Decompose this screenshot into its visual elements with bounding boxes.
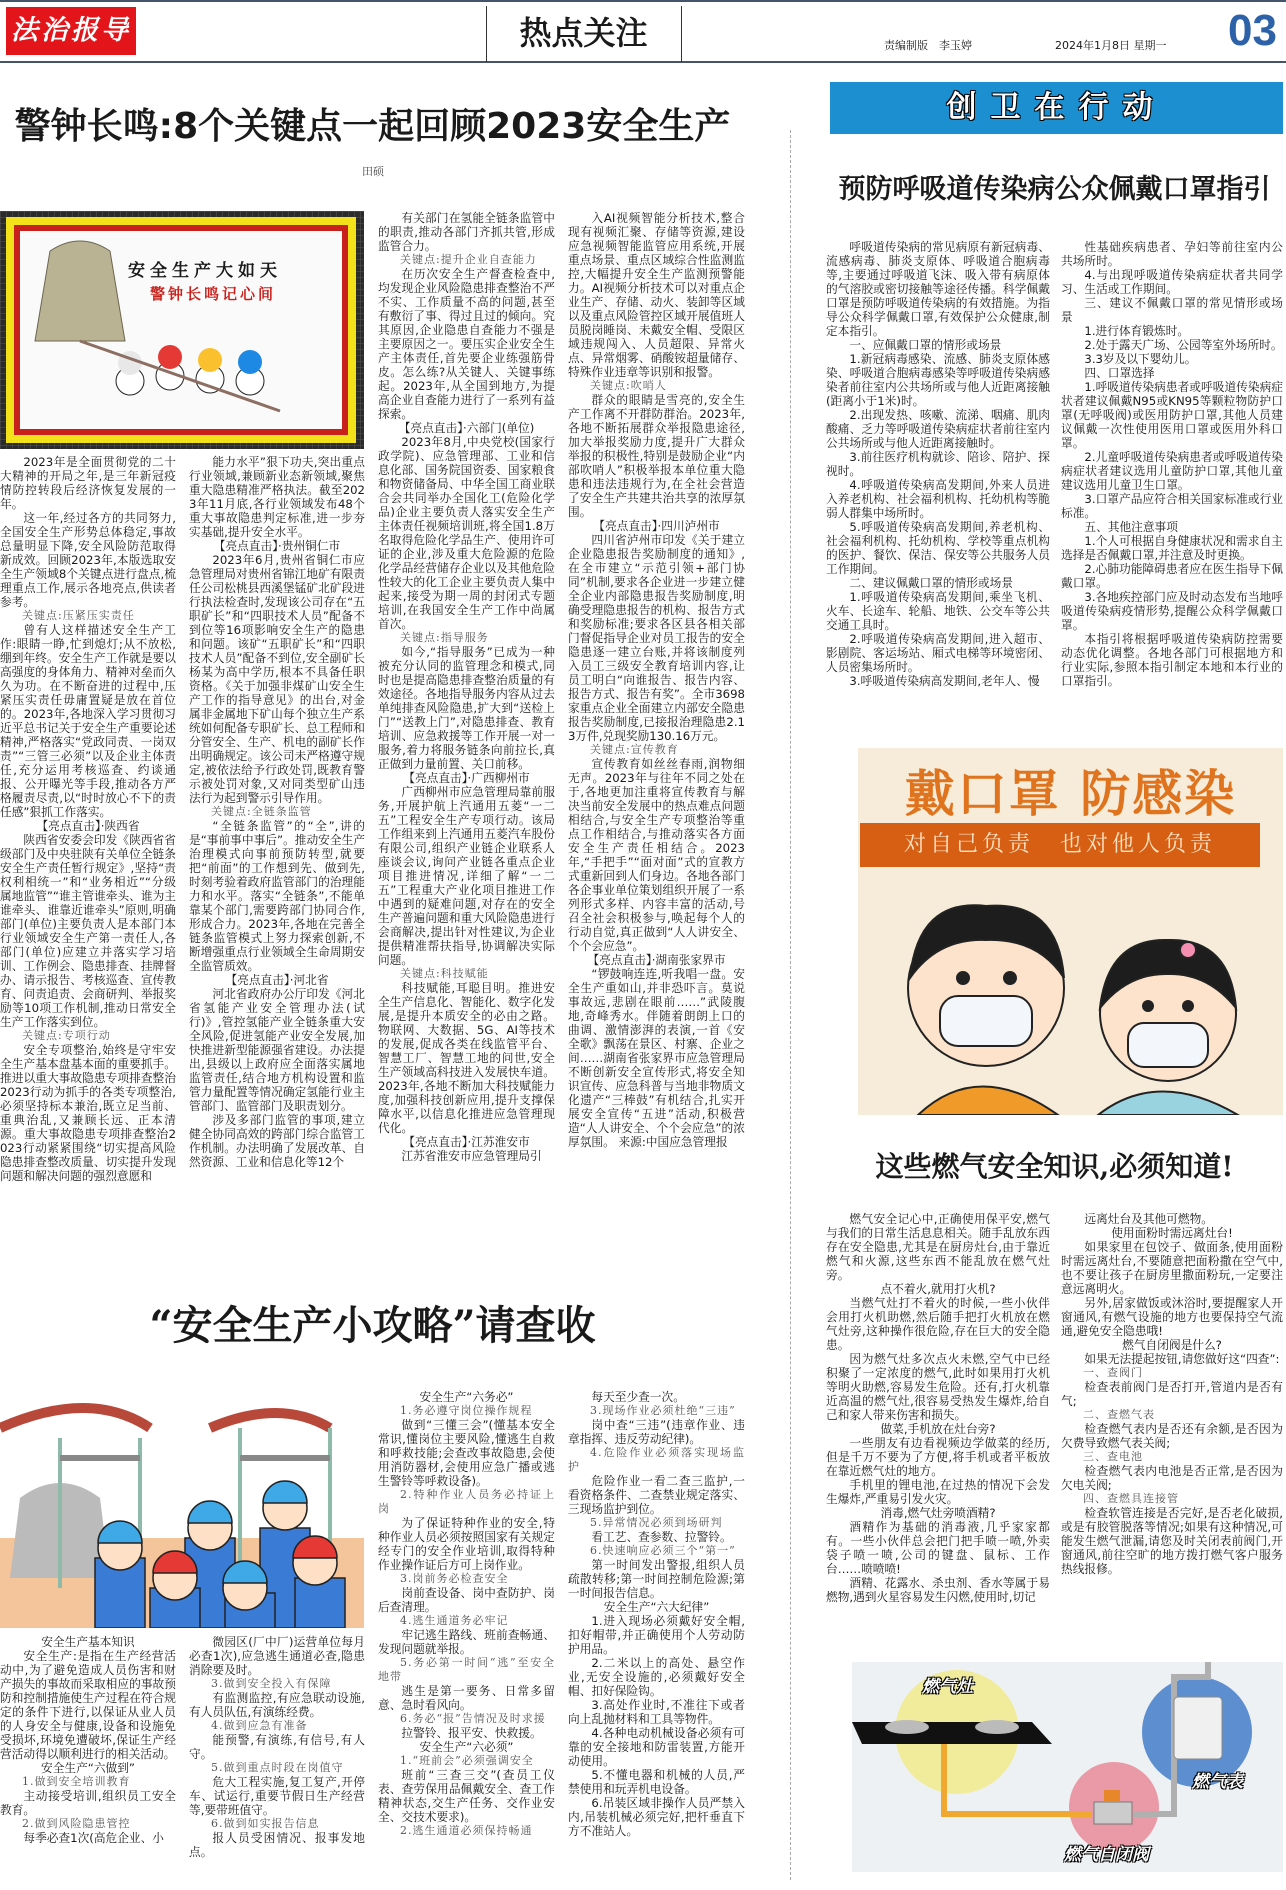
paragraph: 性基础疾病患者、孕妇等前往室内公共场所时。 [1061, 240, 1283, 268]
paragraph: 检查燃气表内电池是否正常,是否因为欠电关阀; [1061, 1464, 1283, 1492]
subheading: 关键点:科技赋能 [400, 967, 489, 980]
subheading: 6.务必“报”告情况及时求援 [400, 1712, 546, 1725]
paragraph: 报人员受困情况、报事发地点。 [189, 1831, 365, 1859]
paragraph: 牢记逃生路线、班前查畅通、发现问题就举报。 [378, 1628, 555, 1656]
children-with-masks-illustration [858, 878, 1283, 1115]
article-headline: 这些燃气安全知识,必须知道! [875, 1150, 1234, 1183]
paragraph: 江苏省淮安市应急管理局引 [401, 1149, 542, 1163]
paragraph: 做到“三懂三会”(懂基本安全常识,懂岗位主要风险,懂逃生自救和呼救技能;会查改事故隐患,会使用消防器材,会使用应急广播或逃生警铃等呼救设备)。 [378, 1418, 555, 1488]
paragraph: 二、建议佩戴口罩的情形或场景 [849, 576, 1014, 590]
paragraph: 有监测监控,有应急联动设施,有人员队伍,有演练经费。 [189, 1691, 365, 1719]
subheading: 关键点:压紧压实责任 [22, 609, 135, 622]
paragraph: 1.新冠病毒感染、流感、肺炎支原体感染、呼吸道合胞病毒感染等呼吸道传染病感染者前往室内公共场所或与他人近距离接触(距离小于1米)时。 [826, 352, 1050, 408]
paragraph: 能预警,有演练,有信号,有人守。 [189, 1733, 365, 1761]
section-heading: 【亮点直击】·六部门(单位) [398, 421, 535, 435]
paragraph: 5.不懂电器和机械的人员,严禁使用和玩弄机电设备。 [568, 1768, 745, 1796]
article-column [1061, 240, 1283, 688]
subheading: 关键点:宣传教育 [590, 743, 679, 756]
subheading: 关键点:吹哨人 [590, 379, 667, 392]
paragraph: 主动接受培训,组织员工安全教育。 [0, 1789, 176, 1817]
paragraph: 科技赋能,耳聪目明。推进安全生产信息化、智能化、数字化发展,是提升本质安全的必由之路。物联网、大数据、5G、AI等技术的发展,促成各类在线监管平台、智慧工厂、智慧工地的问世,安全生产领域高科技进入发展快车道。2023年,各地不断加大科技赋能力度,加强科技创新应用,提升支撑保障水平,以信息化推进应急管理现代化。 [378, 981, 555, 1135]
paragraph: 广西柳州市应急管理局靠前服务,开展护航上汽通用五菱“一二五”工程安全生产专项行动。该局工作组来到上汽通用五菱汽车股份有限公司,组织产业链企业联系人座谈会议,询问产业链各重点企业项目推进情况,详细了解“一二五”工程重大产业化项目推进工作中遇到的疑难问题,对存在的安全生产普遍问题和重大风险隐患进行会商解决,提出针对性建议,为企业提供精准帮扶指导,协调解决实际问题。 [378, 785, 555, 967]
paragraph: 2.呼吸道传染病高发期间,进入超市、影剧院、客运场站、厢式电梯等环境密闭、人员密集场所时。 [826, 632, 1050, 674]
paragraph: 另外,居家做饭或沐浴时,要提醒家人开窗通风,有燃气设施的地方也要保持空气流通,避免安全隐患哦! [1061, 1296, 1283, 1338]
divider [681, 6, 682, 62]
paragraph: 检查软管连接是否完好,是否老化破损,或是有胶管脱落等情况;如果有这种情况,可能发生燃气泄漏,请您及时关闭表前阀门,开窗通风,前往空旷的地方拨打燃气客户服务热线报修。 [1061, 1506, 1283, 1576]
paragraph: 2023年6月,贵州省铜仁市应急管理局对贵州省锦江地矿有限责任公司松桃县西溪堡锰矿北矿段进行执法检查时,发现该公司存在“五职矿长”和“四职技术人员”配备不到位等16项影响安全生产的隐患和问题。该矿“五职矿长”和“四职技术人员”配备不到位,安全副矿长杨某为高中学历,根本不具备任职资格。《关于加强非煤矿山安全生产工作的指导意见》的出台,对金属非金属地下矿山每个独立生产系统如何配备专职矿长、总工程师和分管安全、生产、机电的副矿长作出明确规定。该公司未严格遵守规定,被依法给予行政处罚,既教育警示被处罚对象,又对同类型矿山违法行为起到警示引导作用。 [189, 553, 365, 805]
paragraph: 1.呼吸道传染病患者或呼吸道传染病症状者建议佩戴N95或KN95等颗粒物防护口罩(无呼吸阀)或医用防护口罩,其他人员建议佩戴一次性使用医用口罩或医用外科口罩。 [1061, 380, 1283, 450]
subheading: 6.快速响应必须三个“第一” [590, 1544, 736, 1557]
subheading: 一、查阀门 [1083, 1366, 1143, 1379]
section-banner: 创卫在行动 [830, 82, 1283, 134]
subheading: 5.做到重点时段在岗值守 [211, 1761, 344, 1774]
poster-title: 戴口罩 防感染 [904, 765, 1237, 823]
paragraph: 2.心肺功能障碍患者应在医生指导下佩戴口罩。 [1061, 562, 1283, 590]
subheading: 6.做到如实报告信息 [211, 1817, 320, 1830]
paragraph: 4.呼吸道传染病高发期间,外来人员进入养老机构、社会福利机构、托幼机构等脆弱人群集中场所时。 [826, 478, 1050, 520]
paragraph: 2023年是全面贯彻党的二十大精神的开局之年,是三年新冠疫情防控转段后经济恢复发展的一年。 [0, 455, 176, 511]
section-heading: 安全生产“六必须” [419, 1740, 514, 1754]
paragraph: 如今,“指导服务”已成为一种被充分认同的监管理念和模式,同时也是提高隐患排查整治质量的有效途径。各地指导服务内容从过去单纯排查风险隐患,扩大到“送检上门”“送教上门”,对隐患排查、教育培训、应急救援等工作开展一对一服务,着力将服务链条向前拉长,真正做到力量前置、关口前移。 [378, 645, 555, 771]
gas-system-diagram [852, 1662, 1283, 1872]
paragraph: 五、其他注意事项 [1084, 520, 1178, 534]
section-heading: 【亮点直击】·广西柳州市 [403, 771, 530, 785]
byline: 田硕 [362, 165, 384, 178]
paragraph: 涉及多部门监管的事项,建立健全协同高效的跨部门综合监管工作机制。办法明确了发展改革、自然资源、工业和信息化等12个 [189, 1113, 365, 1169]
paragraph: 逃生是第一要务、日常多留意、急时看风向。 [378, 1684, 555, 1712]
paragraph: 3.各地疾控部门应及时动态发布当地呼吸道传染病疫情形势,提醒公众科学佩戴口罩。 [1061, 590, 1283, 632]
subheading: 3.岗前务必检查安全 [400, 1572, 509, 1585]
article-column [189, 1635, 365, 1859]
paragraph: 有关部门在氢能全链条监管中的职责,推动各部门齐抓共管,形成监管合力。 [378, 211, 555, 253]
paragraph: 本指引将根据呼吸道传染病防控需要动态优化调整。各地各部门可根据地方和行业实际,参照本指引制定本地和本行业的口罩指引。 [1061, 632, 1283, 688]
paragraph: 每天至少查一次。 [591, 1390, 685, 1404]
section-heading: 消毒,燃气灶旁喷酒精? [880, 1506, 996, 1520]
paragraph: 检查燃气表内是否还有余额,是否因为欠费导致燃气表关阀; [1061, 1422, 1283, 1450]
paragraph: 河北省政府办公厅印发《河北省氢能产业安全管理办法(试行)》,管控氢能产业全链条重大安全风险,促进氢能产业安全发展,加快推进新型能源强省建设。办法提出,县级以上政府应全面落实属地监管责任,结合地方机构设置和监管力量配置等情况确定氢能行业主管部门、监管部门及职责划分。 [189, 987, 365, 1113]
article-headline: 预防呼吸道传染病公众佩戴口罩指引 [838, 174, 1271, 205]
paragraph: 在历次安全生产督查检查中,均发现企业风险隐患排查整治不严不实、工作质量不高的问题,甚至有敷衍了事、得过且过的倾向。究其原因,企业隐患自查能力不强是主要原因之一。要压实企业安全生产主体责任,首先要企业练强筋骨皮。怎么练?从关键人、关键事练起。2023年,从全国到地方,为提高企业自查能力进行了一系列有益探索。 [378, 267, 555, 421]
bell-poster-image [0, 211, 364, 449]
paragraph: 微园区(厂中厂)运营单位每月必查1次),应急逃生通道必查,隐患消除要及时。 [189, 1635, 365, 1677]
section-heading: 安全生产“六做到” [41, 1761, 135, 1775]
section-heading: 安全生产“六大纪律” [603, 1600, 710, 1614]
subheading: 关键点:专项行动 [22, 1029, 111, 1042]
meter-label: 燃气表 [1192, 1772, 1243, 1792]
paragraph: 酒精作为基础的消毒液,几乎家家都有。一些小伙伴总会把门把手喷一喷,外卖袋子喷一喷,公司的键盘、鼠标、工作台……喷喷喷! [826, 1520, 1050, 1576]
paragraph: 4.与出现呼吸道传染病症状者共同学习、生活或工作期间。 [1061, 268, 1283, 296]
subheading: 1.“班前会”必须强调安全 [400, 1754, 534, 1767]
subheading: 2.逃生通道必须保持畅通 [400, 1824, 533, 1837]
paragraph: 拉警铃、报平安、快救援。 [401, 1726, 542, 1740]
paragraph: 岗前查设备、岗中查防护、岗后查清理。 [378, 1586, 555, 1614]
paragraph: 3.呼吸道传染病高发期间,老年人、慢 [849, 674, 1040, 688]
newspaper-logo: 法治报导 [6, 7, 136, 55]
subheading: 关键点:全链条监管 [211, 805, 312, 818]
paragraph: 第一时间发出警报,组织人员疏散转移;第一时间控制危险源;第一时间报告信息。 [568, 1558, 745, 1600]
paragraph: 三、建议不佩戴口罩的常见情形或场景 [1061, 296, 1283, 324]
paragraph: 如果家里在包饺子、做面条,使用面粉时需远离灶台,不要随意把面粉撒在空气中,也不要让孩子在厨房里撒面粉玩,一定要注意远离明火。 [1061, 1240, 1283, 1296]
paragraph: 检查表前阀门是否打开,管道内是否有气; [1061, 1380, 1283, 1408]
section-heading: 使用面粉时需远离灶台! [1111, 1226, 1233, 1240]
subheading: 四、查燃具连接管 [1083, 1492, 1179, 1505]
paragraph: 四川省泸州市印发《关于建立企业隐患报告奖励制度的通知》,在全市建立“示范引领+部门协同”机制,要求各企业进一步建立健全企业内部隐患报告奖励制度,明确受理隐患报告的机构、报告方式和奖励标准;要求各区县各相关部门督促指导企业对员工报告的安全隐患逐一建立台账,并将该制度列入员工三级安全教育培训内容,让员工明白“向谁报告、报告内容、报告方式、报告有奖”。全市3698家重点企业全面建立内部安全隐患报告奖励制度,已接报治理隐患2.13万件,兑现奖励130.16万元。 [568, 533, 745, 743]
article-column [189, 455, 365, 1169]
subheading: 5.务必第一时间“逃”至安全地带 [378, 1656, 555, 1683]
section-heading: 【亮点直击】·四川泸州市 [593, 519, 720, 533]
section-heading: 【亮点直击】·江苏淮安市 [403, 1135, 530, 1149]
paragraph: 2023年8月,中央党校(国家行政学院)、应急管理部、工业和信息化部、国务院国资委、国家粮食和物资储备局、中华全国工商业联合会共同举办全国化工(危险化学品)企业主要负责人落实安全生产主体责任视频培训班,将全国1.8万名取得危险化学品生产、使用许可证的企业,涉及重大危险源的危险化学品经营储存企业以及其他危险性较大的化工企业主要负责人集中起来,接受为期一周的封闭式专题培训,在我国安全生产工作中尚属首次。 [378, 435, 555, 631]
poster-slogan: 安全生产大如天 [128, 261, 282, 281]
paragraph: 1.进入现场必须戴好安全帽,扣好帽带,并正确使用个人劳动防护用品。 [568, 1614, 745, 1656]
section-title: 热点关注 [519, 14, 648, 52]
page-number: 03 [1228, 6, 1277, 55]
article-headline: “安全生产小攻略”请查收 [149, 1302, 596, 1349]
paragraph: 3.3岁及以下婴幼儿。 [1084, 352, 1197, 366]
paragraph: 2.处于露天广场、公园等室外场所时。 [1084, 338, 1283, 352]
paragraph: 6.吊装区域非操作人员严禁入内,吊装机械必须完好,把杆垂直下方不准站人。 [568, 1796, 745, 1838]
section-heading: 做菜,手机放在灶台旁? [880, 1422, 996, 1436]
subheading: 2.做到风险隐患管控 [22, 1817, 131, 1830]
paragraph: 曾有人这样描述安全生产工作:眼睛一睁,忙到熄灯;从不放松,绷到年终。安全生产工作就是要以高强度的身体角力、精神对垒而久久为功。在不断奋进的过程中,压紧压实责任毋庸置疑是放在首位的。2023年,各地深入学习贯彻习近平总书记关于安全生产重要论述精神,严格落实“党政同责、一岗双责”“三管三必须”以及企业主体责任,充分运用考核巡查、约谈通报、公开曝光等手段,推动各方严格履责尽责,以“时时放心不下的责任感”狠抓工作落实。 [0, 623, 176, 819]
workers-cartoon-image [0, 1388, 364, 1628]
paragraph: 呼吸道传染病的常见病原有新冠病毒、流感病毒、肺炎支原体、呼吸道合胞病毒等,主要通过呼吸道飞沫、吸入带有病原体的气溶胶或密切接触等途径传播。科学佩戴口罩是预防呼吸道传染病的有效措施。为指导公众科学佩戴口罩,有效保护公众健康,制定本指引。 [826, 240, 1050, 338]
paragraph: 这一年,经过各方的共同努力,全国安全生产形势总体稳定,事故总量明显下降,安全风险防范取得新成效。回顾2023年,本版选取安全生产领域8个关键点进行盘点,梳理重点工作,展示各地亮点,供读者参考。 [0, 511, 176, 609]
subheading: 4.做到应急有准备 [211, 1719, 308, 1732]
paragraph: 3.口罩产品应符合相关国家标准或行业标准。 [1061, 492, 1283, 520]
paragraph: 一些朋友有边看视频边学做菜的经历,但是千万不要为了方便,将手机或者平板放在靠近燃气灶的地方。 [826, 1436, 1050, 1478]
paragraph: 看工艺、查参数、拉警铃。 [591, 1530, 732, 1544]
paragraph: 5.呼吸道传染病高发期间,养老机构、社会福利机构、托幼机构、学校等重点机构的医护、餐饮、保洁、保安等公共服务人员工作期间。 [826, 520, 1050, 576]
paragraph: 2.儿童呼吸道传染病患者或呼吸道传染病症状者建议选用儿童防护口罩,其他儿童建议选用儿童卫生口罩。 [1061, 450, 1283, 492]
paragraph: 4.各种电动机械设备必须有可靠的安全接地和防雷装置,方能开动使用。 [568, 1726, 745, 1768]
section-heading: 【亮点直击】·河北省 [225, 973, 329, 987]
paragraph: 3.高处作业时,不准往下或者向上乱抛材料和工具等物件。 [568, 1698, 745, 1726]
article-column [0, 455, 176, 1183]
subheading: 关键点:指导服务 [400, 631, 489, 644]
section-heading: 安全生产基本知识 [41, 1635, 135, 1649]
paragraph: 2.二米以上的高处、悬空作业,无安全设施的,必须戴好安全帽、扣好保险钩。 [568, 1656, 745, 1698]
section-heading: 【亮点直击】·湖南张家界市 [587, 953, 726, 967]
article-column [568, 211, 745, 1149]
paragraph: 宣传教育如丝丝春雨,润物细无声。2023年与往年不同之处在于,各地更加注重将宣传教育与解决当前安全发展中的热点难点问题相结合,与安全生产专项整治等重点工作相结合,与推动落实各方面安全生产责任相结合。2023年,“手把手”“面对面”式的宣教方式重新回到人们身边。各地各部门各企事业单位策划组织开展了一系列形式多样、内容丰富的活动,号召全社会积极参与,唤起每个人的行动自觉,真正做到“人人讲安全、个个会应急”。 [568, 757, 745, 953]
valve-label: 燃气自闭阀 [1064, 1845, 1149, 1865]
subheading: 1.做到安全培训教育 [22, 1775, 131, 1788]
article-column [378, 1390, 555, 1838]
paragraph: 危险作业一看二查三监护,一看资格条件、二查禁业规定落实、三现场监护到位。 [568, 1474, 745, 1516]
paragraph: 安全生产:是指在生产经营活动中,为了避免造成人员伤害和财产损失的事故而采取相应的事故预防和控制措施使生产过程在符合规定的条件下进行,以保证从业人员的人身安全与健康,设备和设施免受损坏,环境免遭破坏,保证生产经营活动得以顺利进行的相关活动。 [0, 1649, 176, 1761]
section-heading: 燃气自闭阀是什么? [1122, 1338, 1222, 1352]
paragraph: 陕西省安委会印发《陕西省省级部门及中央驻陕有关单位全链条安全生产责任暂行规定》,坚持“责权利相统一”和“业务相近”“分级属地监管”“谁主管谁牵头、谁为主谁牵头、谁靠近谁牵头”原则,明确部门(单位)主要负责人是本部门本行业领域安全生产第一责任人,各部门(单位)应建立并落实学习培训、工作例会、隐患排查、挂牌督办、请示报告、考核巡查、宣传教育、问责追责、会商研判、举报奖励等10项工作机制,推动日常安全生产工作落实到位。 [0, 833, 176, 1029]
subheading: 1.务必遵守岗位操作规程 [400, 1404, 533, 1417]
paragraph: 一、应佩戴口罩的情形或场景 [849, 338, 1002, 352]
editor-credit: 责编制版 李玉婷 [884, 39, 972, 52]
section-heading: 【亮点直击】·贵州铜仁市 [213, 539, 341, 553]
article-column [826, 1212, 1050, 1604]
paragraph: 燃气安全记心中,正确使用保平安,燃气与我们的日常生活息息相关。随手乱放东西存在安全隐患,尤其是在厨房灶台,由于靠近燃气和火源,这些东西不能乱放在燃气灶旁。 [826, 1212, 1050, 1282]
section-heading: 安全生产“六务必” [419, 1390, 514, 1404]
paragraph: 群众的眼睛是雪亮的,安全生产工作离不开群防群治。2023年,各地不断拓展群众举报隐患途径,加大举报奖励力度,提升广大群众举报的积极性,特别是鼓励企业“内部吹哨人”积极举报本单位重大隐患和违法违规行为,在全社会营造了安全生产共建共治共享的浓厚氛围。 [568, 393, 745, 519]
paragraph: “锣鼓响连连,听我唱一盘。安全生产重如山,并非恐吓言。莫说事故远,悲剧在眼前……”武陵腹地,奇峰秀水。伴随着朗朗上口的曲调、激情澎湃的表演,一首《安全歌》飘荡在景区、村寨、企业之间……湖南省张家界市应急管理局不断创新安全宣传形式,将安全知识宣传、应急科普与当地非物质文化遗产“三棒鼓”有机结合,扎实开展安全宣传“五进”活动,积极营造“人人讲安全、个个会应急”的浓厚氛围。 来源:中国应急管理报 [568, 967, 745, 1149]
article-column [378, 211, 555, 1163]
paragraph: 班前“三查三交”(查员工仪表、查劳保用品佩戴安全、查工作精神状态,交生产任务、交作业安全、交技术要求)。 [378, 1768, 555, 1824]
paragraph: 当燃气灶打不着火的时候,一些小伙伴会用打火机助燃,然后随手把打火机放在燃气灶旁,这种操作很危险,存在巨大的安全隐患。 [826, 1296, 1050, 1352]
paragraph: 入AI视频智能分析技术,整合现有视频汇聚、存储等资源,建设应急视频智能监管应用系统,开展重点场景、重点区域综合性监测监控,大幅提升安全生产监测预警能力。AI视频分析技术可以对重点企业生产、存储、动火、装卸等区域以及重点风险管控区域开展值班人员脱岗睡岗、未戴安全帽、受限区域违规闯入、人员超限、异常火点、异常烟雾、硝酸铵超量储存、特殊作业违章等识别和报警。 [568, 211, 745, 379]
paragraph: “全链条监管”的“全”,讲的是“事前事中事后”。推动安全生产治理模式向事前预防转型,就要把“前面”的工作想到先、做到先,时刻考验着政府监管部门的治理能力和水平。落实“全链条”,不能单靠某个部门,需要跨部门协同合作,形成合力。2023年,各地在完善全链条监管模式上努力探索创新,不断增强重点行业领域全生命周期安全监管质效。 [189, 819, 365, 973]
paragraph: 如果无法提起按钮,请您做好这“四查”: [1084, 1352, 1280, 1366]
paragraph: 手机里的锂电池,在过热的情况下会发生爆炸,严重易引发火灾。 [826, 1478, 1050, 1506]
subheading: 二、查燃气表 [1083, 1408, 1155, 1421]
mask-poster-image [858, 748, 1283, 1115]
paragraph: 岗中查“三违”(违章作业、违章指挥、违反劳动纪律)。 [568, 1418, 745, 1446]
article-column [826, 240, 1050, 688]
paragraph: 酒精、花露水、杀虫剂、香水等属于易燃物,遇到火星容易发生闪燃,使用时,切记 [826, 1576, 1050, 1604]
paragraph: 每季必查1次(高危企业、小 [23, 1831, 164, 1845]
paragraph: 远离灶台及其他可燃物。 [1084, 1212, 1213, 1226]
bell-illustration [0, 211, 364, 449]
column-divider [790, 130, 791, 1880]
paragraph: 因为燃气灶多次点火未燃,空气中已经积聚了一定浓度的燃气,此时如果用打火机等明火助燃,容易发生危险。还有,打火机靠近高温的燃气灶,很容易受热发生爆炸,给自己和家人带来伤害和损失。 [826, 1352, 1050, 1422]
subheading: 4.危险作业必须落实现场监护 [568, 1446, 745, 1473]
paragraph: 危大工程实施,复工复产,开停车、试运行,重要节假日生产经营等,要带班值守。 [189, 1775, 365, 1817]
subheading: 4.逃生通道务必牢记 [400, 1614, 509, 1627]
stove-label: 燃气灶 [922, 1677, 973, 1697]
subheading: 5.异常情况必须到场研判 [590, 1516, 723, 1529]
paragraph: 1.呼吸道传染病高发期间,乘坐飞机、火车、长途车、轮船、地铁、公交车等公共交通工具时。 [826, 590, 1050, 632]
subheading: 2.特种作业人员务必持证上岗 [378, 1488, 555, 1515]
paragraph: 2.出现发热、咳嗽、流涕、咽痛、肌肉酸痛、乏力等呼吸道传染病症状者前往室内公共场所或与他人近距离接触时。 [826, 408, 1050, 450]
paragraph: 3.前往医疗机构就诊、陪诊、陪护、探视时。 [826, 450, 1050, 478]
workers-illustration [0, 1388, 364, 1628]
article-headline: 警钟长鸣:8个关键点一起回顾2023安全生产 [14, 106, 731, 147]
subheading: 3.做到安全投入有保障 [211, 1677, 332, 1690]
paragraph: 四、口罩选择 [1084, 366, 1155, 380]
article-column [568, 1390, 745, 1838]
section-heading: 点不着火,就用打火机? [880, 1282, 996, 1296]
article-column [1061, 1212, 1283, 1576]
paragraph: 1.个人可根据自身健康状况和需求自主选择是否佩戴口罩,并注意及时更换。 [1061, 534, 1283, 562]
paragraph: 为了保证特种作业的安全,特种作业人员必须按照国家有关规定经专门的安全作业培训,取得特种作业操作证后方可上岗作业。 [378, 1516, 555, 1572]
issue-date: 2024年1月8日 星期一 [1055, 39, 1167, 52]
poster-slogan: 警钟长鸣记心间 [150, 285, 277, 303]
subheading: 3.现场作业必须杜绝“三违” [590, 1404, 736, 1417]
paragraph: 1.进行体育锻炼时。 [1084, 324, 1190, 338]
paragraph: 安全专项整治,始终是守牢安全生产基本盘基本面的重要抓手。推进以重大事故隐患专项排查整治2023行动为抓手的各类专项整治,必须坚持标本兼治,既立足当前、重典治乱,又兼顾长远、正本清源。重大事故隐患专项排查整治2023行动紧紧围绕“切实提高风险隐患排查整改质量、切实提升发现问题和解决问题的强烈意愿和 [0, 1043, 176, 1183]
paragraph: 能力水平”狠下功夫,突出重点行业领域,兼顾新业态新领域,聚焦重大隐患精准严格执法。截至2023年11月底,各行业领域发布48个重大事故隐患判定标准,进一步夯实基础,提升安全水平。 [189, 455, 365, 539]
subheading: 三、查电池 [1083, 1450, 1143, 1463]
subheading: 关键点:提升企业自查能力 [400, 253, 537, 266]
poster-slogan: 对自己负责 也对他人负责 [860, 823, 1260, 867]
masthead [0, 0, 1286, 63]
article-column [0, 1635, 176, 1845]
section-heading: 【亮点直击】·陕西省 [36, 819, 140, 833]
